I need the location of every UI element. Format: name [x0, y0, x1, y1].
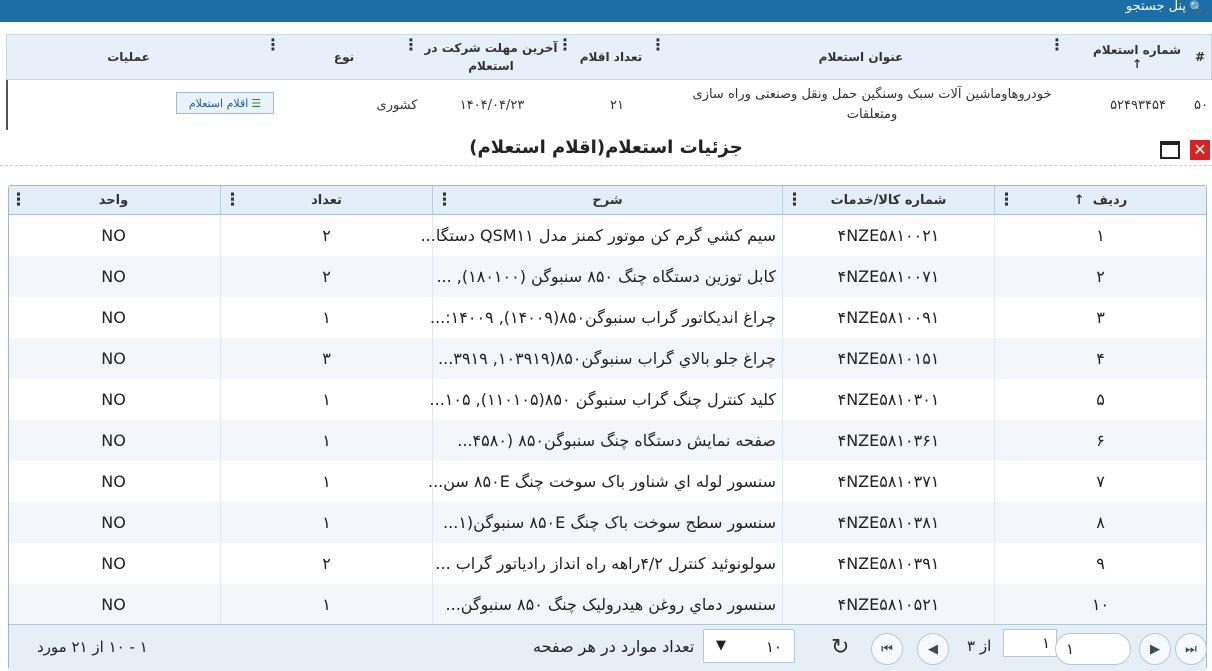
page-size-value: ۱۰ [765, 638, 782, 656]
cell-qty: ۱ [220, 379, 432, 420]
cell-unit: NO [101, 267, 126, 286]
page-size-select[interactable] [703, 629, 795, 663]
col-unit-label: واحد [98, 193, 129, 208]
cell-unit: NO [101, 554, 126, 573]
cell-desc: سولونوئید کنترل ۴/۲راهه راه انداز رادیاتور گراب ... [432, 543, 782, 584]
table-row[interactable] [9, 420, 1206, 461]
col-number[interactable] [1091, 35, 1183, 79]
cell-row: ۳ [994, 297, 1206, 338]
page-number-input[interactable]: ۱ [1003, 629, 1057, 657]
cell-row: ۶ [994, 420, 1206, 461]
list-icon: ☰ [251, 96, 262, 110]
column-menu-icon[interactable]: ⋮ [557, 35, 573, 54]
first-page-icon: ⏮ [881, 641, 893, 657]
cell-qty: ۱ [220, 502, 432, 543]
cell-qty: ۲ [220, 256, 432, 297]
row-title: خودروهاوماشین آلات سبک وسنگین حمل ونقل وصنعتی وراه سازی ومتعلقات [692, 87, 1052, 122]
cell-unit: NO [101, 431, 126, 450]
col-code[interactable] [782, 186, 994, 215]
table-row[interactable] [9, 297, 1206, 338]
column-menu-icon[interactable]: ⋮ [224, 190, 241, 210]
column-menu-icon[interactable]: ⋮ [10, 190, 27, 210]
cell-unit: NO [101, 595, 126, 614]
chevron-down-icon: ▼ [716, 638, 726, 653]
row-type: کشوری [376, 97, 418, 113]
prev-page-button[interactable] [917, 633, 949, 665]
last-page-button[interactable] [1175, 633, 1207, 665]
cell-desc: سیم کشي گرم کن موتور کمنز مدل QSM۱۱ دستگا... [432, 215, 782, 256]
cell-code: ۴NZE۵۸۱۰۵۲۱ [782, 584, 994, 625]
cell-unit: NO [101, 390, 126, 409]
last-page-icon: ⏭ [1185, 641, 1197, 657]
cell-desc: سنسور سطح سوخت باک چنگ ۸۵۰E سنبوگن(۱... [432, 502, 782, 543]
cell-desc: کابل توزین دستگاه چنگ ۸۵۰ سنبوگن (۱۸۰۱۰۰), ... [432, 256, 782, 297]
col-item-count: تعداد اقلام [579, 50, 643, 64]
column-menu-icon[interactable]: ⋮ [998, 190, 1015, 210]
cell-desc: سنسور دماي روغن هیدرولیک چنگ ۸۵۰ سنبوگن... [432, 584, 782, 625]
cell-desc: سنسور لوله اي شناور باک سوخت چنگ ۸۵۰E سن... [432, 461, 782, 502]
col-title: عنوان استعلام [818, 50, 904, 64]
table-row[interactable] [9, 215, 1206, 256]
col-hash: # [1194, 50, 1206, 64]
column-menu-icon[interactable]: ⋮ [436, 190, 453, 210]
inquiry-details-modal [0, 130, 1212, 670]
table-row[interactable] [9, 543, 1206, 584]
search-panel-label: پنل جستجو [1125, 0, 1187, 14]
per-page-label: تعداد موارد در هر صفحه [533, 637, 695, 656]
cell-code: ۴NZE۵۸۱۰۳۹۱ [782, 543, 994, 584]
column-menu-icon[interactable]: ⋮ [786, 190, 803, 210]
cell-qty: ۱ [220, 420, 432, 461]
page-of-label: از ۳ [967, 637, 992, 655]
page-number-field[interactable]: ۱ [1055, 633, 1131, 665]
cell-row: ۸ [994, 502, 1206, 543]
cell-desc: چراغ اندیکاتور گراب سنبوگن۸۵۰(۱۴۰۰۹), ۱۴۰۰۹:... [432, 297, 782, 338]
items-table-header [9, 186, 1206, 215]
cell-desc: چراغ جلو بالاي گراب سنبوگن۸۵۰(۱۰۳۹۱۹, ۳۹۱۹... [432, 338, 782, 379]
column-menu-icon[interactable]: ⋮ [1049, 35, 1065, 54]
col-unit[interactable] [7, 186, 220, 215]
refresh-button[interactable] [831, 635, 849, 660]
cell-row: ۱ [994, 215, 1206, 256]
col-qty-label: تعداد [311, 193, 342, 208]
inquiry-items-label: اقلام استعلام [188, 96, 249, 110]
inquiry-grid [6, 34, 1212, 130]
cell-code: ۴NZE۵۸۱۰۳۶۱ [782, 420, 994, 461]
col-desc-label: شرح [592, 193, 623, 208]
col-row[interactable] [994, 186, 1206, 215]
row-deadline: ۱۴۰۴/۰۴/۲۳ [459, 97, 525, 113]
inquiry-items-button[interactable] [176, 92, 274, 114]
next-page-icon: ▶ [1150, 641, 1160, 657]
pager-summary: ۱ - ۱۰ از ۲۱ مورد [37, 638, 148, 656]
search-icon: 🔍 [1189, 0, 1204, 14]
col-type: نوع [333, 50, 355, 64]
prev-page-icon: ◀ [928, 641, 938, 657]
cell-row: ۲ [994, 256, 1206, 297]
cell-qty: ۱ [220, 297, 432, 338]
first-page-button[interactable] [871, 633, 903, 665]
items-table [8, 185, 1207, 670]
top-bar [0, 0, 1212, 22]
items-table-body [9, 215, 1206, 625]
search-panel-link[interactable] [1126, 0, 1204, 14]
cell-qty: ۲ [220, 215, 432, 256]
table-row[interactable] [9, 461, 1206, 502]
cell-qty: ۳ [220, 338, 432, 379]
cell-qty: ۱ [220, 461, 432, 502]
cell-row: ۴ [994, 338, 1206, 379]
table-row[interactable] [6, 80, 1212, 130]
col-qty[interactable] [220, 186, 432, 215]
cell-code: ۴NZE۵۸۱۰۰۲۱ [782, 215, 994, 256]
row-index: ۵۰ [1194, 97, 1208, 113]
close-button[interactable] [1190, 140, 1210, 160]
cell-row: ۷ [994, 461, 1206, 502]
pager [9, 624, 1206, 671]
col-number-label: شماره استعلام [1093, 43, 1182, 57]
cell-row: ۵ [994, 379, 1206, 420]
row-number: ۵۲۴۹۳۴۵۴ [1110, 97, 1166, 113]
cell-code: ۴NZE۵۸۱۰۳۷۱ [782, 461, 994, 502]
cell-code: ۴NZE۵۸۱۰۰۷۱ [782, 256, 994, 297]
sort-arrow-icon: ↑ [1131, 57, 1143, 71]
table-row[interactable] [9, 256, 1206, 297]
cell-code: ۴NZE۵۸۱۰۳۸۱ [782, 502, 994, 543]
table-row[interactable] [9, 338, 1206, 379]
cell-code: ۴NZE۵۸۱۰۰۹۱ [782, 297, 994, 338]
column-menu-icon[interactable]: ⋮ [650, 35, 666, 54]
cell-unit: NO [101, 513, 126, 532]
table-row[interactable] [9, 584, 1206, 625]
column-menu-icon[interactable]: ⋮ [265, 35, 281, 54]
cell-row: ۱۰ [994, 584, 1206, 625]
cell-qty: ۱ [220, 584, 432, 625]
cell-row: ۹ [994, 543, 1206, 584]
table-row[interactable] [9, 379, 1206, 420]
table-row[interactable] [9, 502, 1206, 543]
cell-desc: صفحه نمایش دستگاه چنگ سنبوگن۸۵۰ (۴۵۸۰... [432, 420, 782, 461]
col-row-label: ردیف [1092, 193, 1128, 208]
inquiry-grid-header [6, 34, 1212, 80]
modal-title: جزئیات استعلام(اقلام استعلام) [0, 130, 1212, 166]
col-operations: عملیات [107, 50, 150, 64]
close-icon: ✕ [1193, 140, 1207, 159]
cell-unit: NO [101, 226, 126, 245]
cell-desc: کلید کنترل چنگ گراب سنبوگن ۸۵۰(۱۱۰۱۰۵), ۱۰۵... [432, 379, 782, 420]
col-code-label: شماره کالا/خدمات [830, 193, 947, 208]
maximize-button[interactable] [1160, 141, 1180, 159]
cell-qty: ۲ [220, 543, 432, 584]
cell-unit: NO [101, 349, 126, 368]
row-item-count: ۲۱ [610, 97, 624, 113]
cell-code: ۴NZE۵۸۱۰۱۵۱ [782, 338, 994, 379]
refresh-icon: ↻ [831, 635, 850, 660]
next-page-button[interactable] [1139, 633, 1171, 665]
cell-unit: NO [101, 472, 126, 491]
column-menu-icon[interactable]: ⋮ [403, 35, 419, 54]
col-desc[interactable] [432, 186, 782, 215]
col-deadline: آخرین مهلت شرکت در استعلام [424, 41, 558, 73]
cell-unit: NO [101, 308, 126, 327]
cell-code: ۴NZE۵۸۱۰۳۰۱ [782, 379, 994, 420]
sort-arrow-icon: ↑ [1073, 193, 1085, 208]
